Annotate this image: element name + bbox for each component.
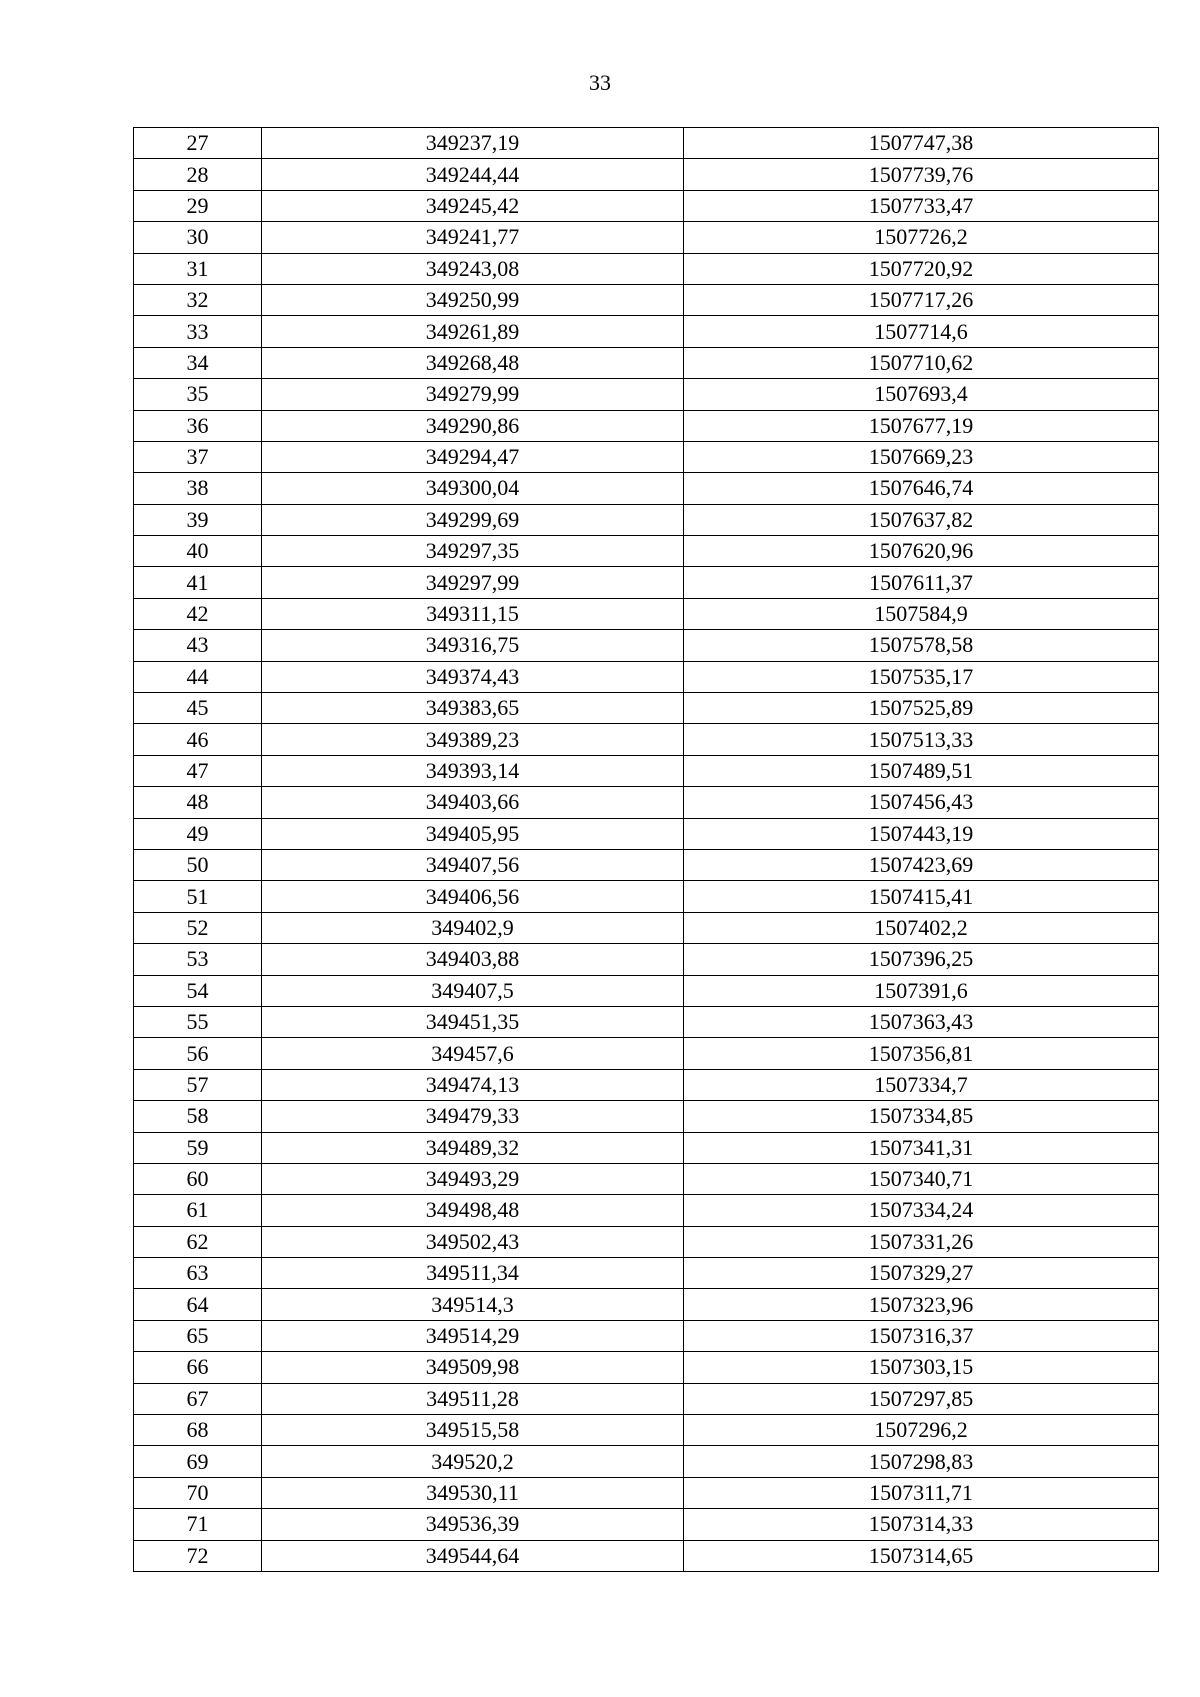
point-number-cell: 49 <box>134 818 262 849</box>
x-coordinate-cell: 349514,3 <box>262 1289 684 1320</box>
point-number-cell: 31 <box>134 253 262 284</box>
point-number-cell: 41 <box>134 567 262 598</box>
y-coordinate-cell: 1507331,26 <box>684 1226 1159 1257</box>
y-coordinate-cell: 1507415,41 <box>684 881 1159 912</box>
x-coordinate-cell: 349297,35 <box>262 536 684 567</box>
y-coordinate-cell: 1507578,58 <box>684 630 1159 661</box>
point-number-cell: 34 <box>134 347 262 378</box>
x-coordinate-cell: 349493,29 <box>262 1163 684 1194</box>
y-coordinate-cell: 1507340,71 <box>684 1163 1159 1194</box>
table-row <box>134 1195 1159 1226</box>
point-number-cell: 37 <box>134 441 262 472</box>
y-coordinate-cell: 1507334,7 <box>684 1069 1159 1100</box>
table-row <box>134 441 1159 472</box>
x-coordinate-cell: 349515,58 <box>262 1415 684 1446</box>
table-row <box>134 316 1159 347</box>
point-number-cell: 32 <box>134 284 262 315</box>
point-number-cell: 64 <box>134 1289 262 1320</box>
x-coordinate-cell: 349279,99 <box>262 379 684 410</box>
table-row <box>134 284 1159 315</box>
y-coordinate-cell: 1507296,2 <box>684 1415 1159 1446</box>
y-coordinate-cell: 1507443,19 <box>684 818 1159 849</box>
y-coordinate-cell: 1507423,69 <box>684 849 1159 880</box>
point-number-cell: 54 <box>134 975 262 1006</box>
table-row <box>134 1446 1159 1477</box>
point-number-cell: 36 <box>134 410 262 441</box>
table-row <box>134 661 1159 692</box>
y-coordinate-cell: 1507402,2 <box>684 912 1159 943</box>
table-row <box>134 912 1159 943</box>
x-coordinate-cell: 349237,19 <box>262 128 684 159</box>
table-row <box>134 159 1159 190</box>
table-row <box>134 1477 1159 1508</box>
x-coordinate-cell: 349243,08 <box>262 253 684 284</box>
point-number-cell: 72 <box>134 1540 262 1571</box>
table-row <box>134 1163 1159 1194</box>
table-row <box>134 1289 1159 1320</box>
point-number-cell: 35 <box>134 379 262 410</box>
x-coordinate-cell: 349244,44 <box>262 159 684 190</box>
point-number-cell: 39 <box>134 504 262 535</box>
x-coordinate-cell: 349290,86 <box>262 410 684 441</box>
x-coordinate-cell: 349451,35 <box>262 1006 684 1037</box>
coordinates-table-body <box>134 128 1159 1572</box>
x-coordinate-cell: 349511,34 <box>262 1258 684 1289</box>
y-coordinate-cell: 1507513,33 <box>684 724 1159 755</box>
x-coordinate-cell: 349245,42 <box>262 190 684 221</box>
point-number-cell: 69 <box>134 1446 262 1477</box>
table-row <box>134 1069 1159 1100</box>
y-coordinate-cell: 1507717,26 <box>684 284 1159 315</box>
x-coordinate-cell: 349389,23 <box>262 724 684 755</box>
table-row <box>134 567 1159 598</box>
point-number-cell: 63 <box>134 1258 262 1289</box>
point-number-cell: 29 <box>134 190 262 221</box>
y-coordinate-cell: 1507298,83 <box>684 1446 1159 1477</box>
table-row <box>134 1038 1159 1069</box>
x-coordinate-cell: 349402,9 <box>262 912 684 943</box>
x-coordinate-cell: 349297,99 <box>262 567 684 598</box>
y-coordinate-cell: 1507391,6 <box>684 975 1159 1006</box>
x-coordinate-cell: 349479,33 <box>262 1101 684 1132</box>
y-coordinate-cell: 1507747,38 <box>684 128 1159 159</box>
point-number-cell: 43 <box>134 630 262 661</box>
point-number-cell: 65 <box>134 1320 262 1351</box>
point-number-cell: 62 <box>134 1226 262 1257</box>
point-number-cell: 46 <box>134 724 262 755</box>
y-coordinate-cell: 1507311,71 <box>684 1477 1159 1508</box>
y-coordinate-cell: 1507584,9 <box>684 598 1159 629</box>
y-coordinate-cell: 1507329,27 <box>684 1258 1159 1289</box>
x-coordinate-cell: 349403,66 <box>262 787 684 818</box>
table-row <box>134 410 1159 441</box>
y-coordinate-cell: 1507334,24 <box>684 1195 1159 1226</box>
y-coordinate-cell: 1507720,92 <box>684 253 1159 284</box>
table-row <box>134 1540 1159 1571</box>
table-row <box>134 253 1159 284</box>
x-coordinate-cell: 349457,6 <box>262 1038 684 1069</box>
x-coordinate-cell: 349509,98 <box>262 1352 684 1383</box>
x-coordinate-cell: 349268,48 <box>262 347 684 378</box>
x-coordinate-cell: 349403,88 <box>262 944 684 975</box>
table-row <box>134 755 1159 786</box>
table-row <box>134 598 1159 629</box>
table-row <box>134 1383 1159 1414</box>
table-row <box>134 347 1159 378</box>
x-coordinate-cell: 349374,43 <box>262 661 684 692</box>
y-coordinate-cell: 1507714,6 <box>684 316 1159 347</box>
table-row <box>134 1258 1159 1289</box>
point-number-cell: 55 <box>134 1006 262 1037</box>
table-row <box>134 944 1159 975</box>
point-number-cell: 47 <box>134 755 262 786</box>
point-number-cell: 50 <box>134 849 262 880</box>
point-number-cell: 38 <box>134 473 262 504</box>
x-coordinate-cell: 349393,14 <box>262 755 684 786</box>
y-coordinate-cell: 1507334,85 <box>684 1101 1159 1132</box>
x-coordinate-cell: 349489,32 <box>262 1132 684 1163</box>
point-number-cell: 30 <box>134 222 262 253</box>
point-number-cell: 44 <box>134 661 262 692</box>
y-coordinate-cell: 1507726,2 <box>684 222 1159 253</box>
x-coordinate-cell: 349311,15 <box>262 598 684 629</box>
y-coordinate-cell: 1507297,85 <box>684 1383 1159 1414</box>
table-row <box>134 128 1159 159</box>
y-coordinate-cell: 1507739,76 <box>684 159 1159 190</box>
table-row <box>134 504 1159 535</box>
table-row <box>134 975 1159 1006</box>
x-coordinate-cell: 349520,2 <box>262 1446 684 1477</box>
point-number-cell: 40 <box>134 536 262 567</box>
point-number-cell: 59 <box>134 1132 262 1163</box>
x-coordinate-cell: 349299,69 <box>262 504 684 535</box>
point-number-cell: 27 <box>134 128 262 159</box>
table-row <box>134 881 1159 912</box>
y-coordinate-cell: 1507341,31 <box>684 1132 1159 1163</box>
point-number-cell: 68 <box>134 1415 262 1446</box>
x-coordinate-cell: 349383,65 <box>262 693 684 724</box>
table-row <box>134 818 1159 849</box>
y-coordinate-cell: 1507611,37 <box>684 567 1159 598</box>
y-coordinate-cell: 1507677,19 <box>684 410 1159 441</box>
x-coordinate-cell: 349530,11 <box>262 1477 684 1508</box>
table-row <box>134 1006 1159 1037</box>
y-coordinate-cell: 1507535,17 <box>684 661 1159 692</box>
table-row <box>134 630 1159 661</box>
table-row <box>134 190 1159 221</box>
point-number-cell: 52 <box>134 912 262 943</box>
point-number-cell: 45 <box>134 693 262 724</box>
point-number-cell: 61 <box>134 1195 262 1226</box>
x-coordinate-cell: 349300,04 <box>262 473 684 504</box>
point-number-cell: 51 <box>134 881 262 912</box>
y-coordinate-cell: 1507646,74 <box>684 473 1159 504</box>
point-number-cell: 58 <box>134 1101 262 1132</box>
point-number-cell: 71 <box>134 1509 262 1540</box>
x-coordinate-cell: 349250,99 <box>262 284 684 315</box>
table-row <box>134 787 1159 818</box>
coordinates-table <box>133 127 1159 1572</box>
table-row <box>134 1320 1159 1351</box>
x-coordinate-cell: 349294,47 <box>262 441 684 472</box>
table-row <box>134 1132 1159 1163</box>
point-number-cell: 60 <box>134 1163 262 1194</box>
x-coordinate-cell: 349514,29 <box>262 1320 684 1351</box>
table-row <box>134 724 1159 755</box>
point-number-cell: 70 <box>134 1477 262 1508</box>
table-row <box>134 1509 1159 1540</box>
x-coordinate-cell: 349407,5 <box>262 975 684 1006</box>
table-row <box>134 222 1159 253</box>
x-coordinate-cell: 349536,39 <box>262 1509 684 1540</box>
y-coordinate-cell: 1507303,15 <box>684 1352 1159 1383</box>
y-coordinate-cell: 1507710,62 <box>684 347 1159 378</box>
x-coordinate-cell: 349405,95 <box>262 818 684 849</box>
y-coordinate-cell: 1507396,25 <box>684 944 1159 975</box>
x-coordinate-cell: 349502,43 <box>262 1226 684 1257</box>
table-row <box>134 536 1159 567</box>
y-coordinate-cell: 1507669,23 <box>684 441 1159 472</box>
x-coordinate-cell: 349544,64 <box>262 1540 684 1571</box>
y-coordinate-cell: 1507356,81 <box>684 1038 1159 1069</box>
point-number-cell: 33 <box>134 316 262 347</box>
x-coordinate-cell: 349407,56 <box>262 849 684 880</box>
x-coordinate-cell: 349241,77 <box>262 222 684 253</box>
point-number-cell: 42 <box>134 598 262 629</box>
x-coordinate-cell: 349316,75 <box>262 630 684 661</box>
x-coordinate-cell: 349511,28 <box>262 1383 684 1414</box>
point-number-cell: 57 <box>134 1069 262 1100</box>
point-number-cell: 28 <box>134 159 262 190</box>
y-coordinate-cell: 1507363,43 <box>684 1006 1159 1037</box>
y-coordinate-cell: 1507525,89 <box>684 693 1159 724</box>
y-coordinate-cell: 1507456,43 <box>684 787 1159 818</box>
table-row <box>134 1352 1159 1383</box>
y-coordinate-cell: 1507489,51 <box>684 755 1159 786</box>
x-coordinate-cell: 349406,56 <box>262 881 684 912</box>
y-coordinate-cell: 1507733,47 <box>684 190 1159 221</box>
table-row <box>134 1101 1159 1132</box>
x-coordinate-cell: 349474,13 <box>262 1069 684 1100</box>
y-coordinate-cell: 1507323,96 <box>684 1289 1159 1320</box>
table-row <box>134 693 1159 724</box>
point-number-cell: 53 <box>134 944 262 975</box>
table-row <box>134 1226 1159 1257</box>
x-coordinate-cell: 349498,48 <box>262 1195 684 1226</box>
x-coordinate-cell: 349261,89 <box>262 316 684 347</box>
y-coordinate-cell: 1507314,65 <box>684 1540 1159 1571</box>
y-coordinate-cell: 1507620,96 <box>684 536 1159 567</box>
table-row <box>134 379 1159 410</box>
point-number-cell: 48 <box>134 787 262 818</box>
page-number: 33 <box>589 70 611 95</box>
table-row <box>134 1415 1159 1446</box>
table-row <box>134 849 1159 880</box>
y-coordinate-cell: 1507314,33 <box>684 1509 1159 1540</box>
y-coordinate-cell: 1507637,82 <box>684 504 1159 535</box>
point-number-cell: 67 <box>134 1383 262 1414</box>
point-number-cell: 66 <box>134 1352 262 1383</box>
y-coordinate-cell: 1507316,37 <box>684 1320 1159 1351</box>
point-number-cell: 56 <box>134 1038 262 1069</box>
y-coordinate-cell: 1507693,4 <box>684 379 1159 410</box>
table-row <box>134 473 1159 504</box>
